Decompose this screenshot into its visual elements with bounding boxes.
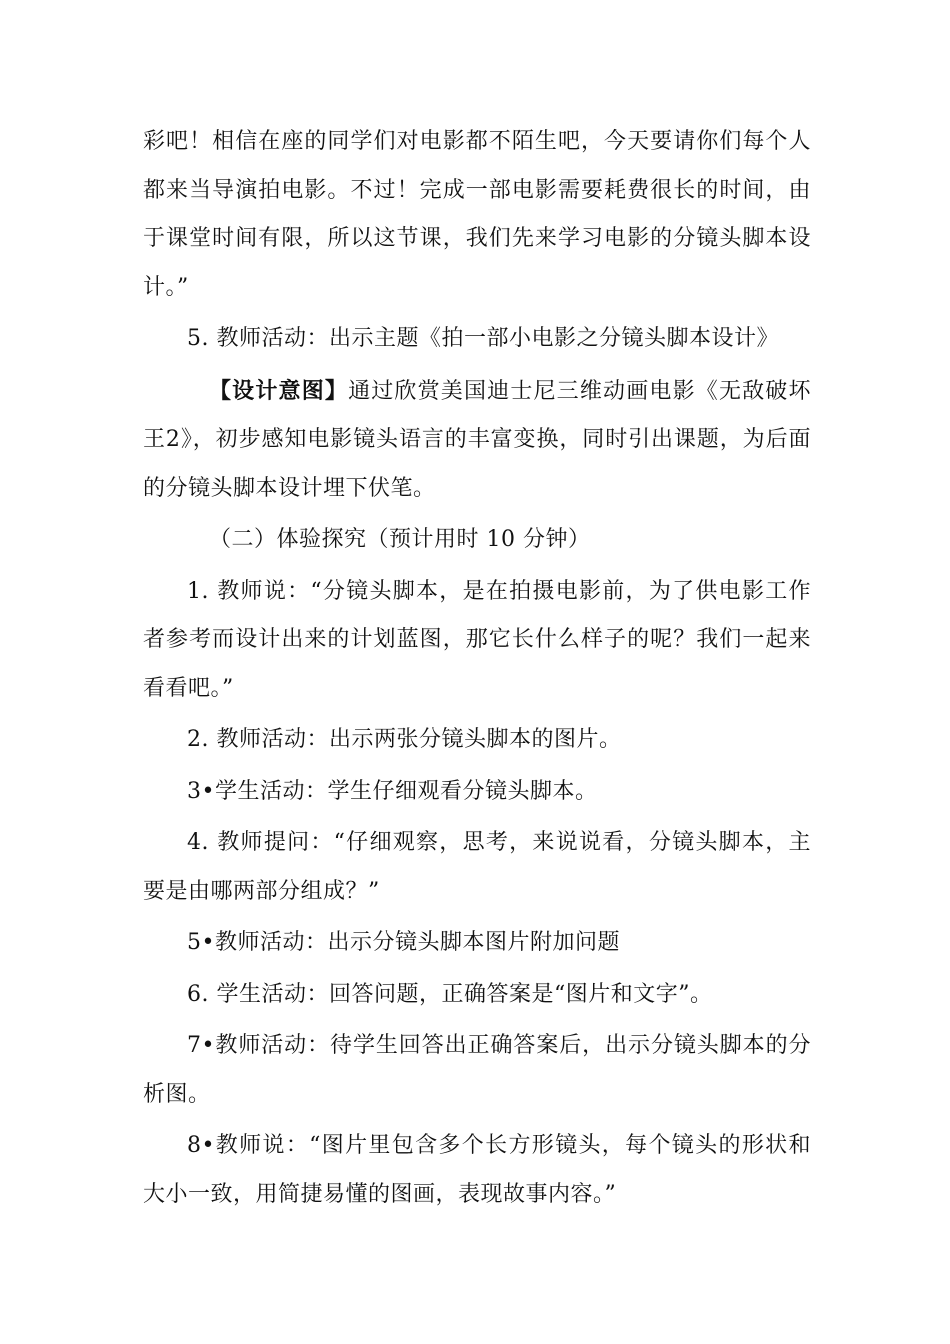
design-intent-label: 【设计意图】	[209, 377, 349, 404]
paragraph-step-8: 8•教师说：“图片里包含多个长方形镜头，每个镜头的形状和大小一致，用简捷易懂的图画，表现故事内容。”	[143, 1133, 811, 1207]
paragraph-step-5: 5•教师活动：出示分镜头脚本图片附加问题	[187, 930, 620, 955]
paragraph-step-2: 2. 教师活动：出示两张分镜头脚本的图片。	[187, 727, 622, 752]
paragraph-step-7: 7•教师活动：待学生回答出正确答案后，出示分镜头脚本的分析图。	[143, 1033, 811, 1107]
design-intent-text: 通过欣赏美国迪士尼三维动画电影《无敌破坏王2》，初步感知电影镜头语言的丰富变换，同时引出课题，为后面的分镜头脚本设计埋下伏笔。	[143, 378, 811, 501]
paragraph-step-6: 6. 学生活动：回答问题，正确答案是“图片和文字”。	[187, 981, 713, 1007]
paragraph-step-1: 1. 教师说：“分镜头脚本，是在拍摄电影前，为了供电影工作者参考而设计出来的计划蓝图，那它长什么样子的呢？我们一起来看看吧。”	[143, 578, 811, 701]
paragraph-step-4: 4. 教师提问：“仔细观察，思考，来说说看，分镜头脚本，主要是由哪两部分组成？”	[143, 830, 811, 904]
paragraph-design-intent	[143, 367, 811, 514]
document-body	[143, 118, 811, 1222]
section-heading-experience: （二）体验探究（预计用时 10 分钟）	[209, 527, 591, 552]
paragraph-step-5-topic: 5. 教师活动：出示主题《拍一部小电影之分镜头脚本设计》	[187, 326, 779, 351]
paragraph-step-3: 3•学生活动：学生仔细观看分镜头脚本。	[187, 778, 598, 804]
paragraph-intro-continued: 彩吧！相信在座的同学们对电影都不陌生吧，今天要请你们每个人都来当导演拍电影。不过！完成一部电影需要耗费很长的时间，由于课堂时间有限，所以这节课，我们先来学习电影的分镜头脚本设计。”	[143, 129, 811, 300]
